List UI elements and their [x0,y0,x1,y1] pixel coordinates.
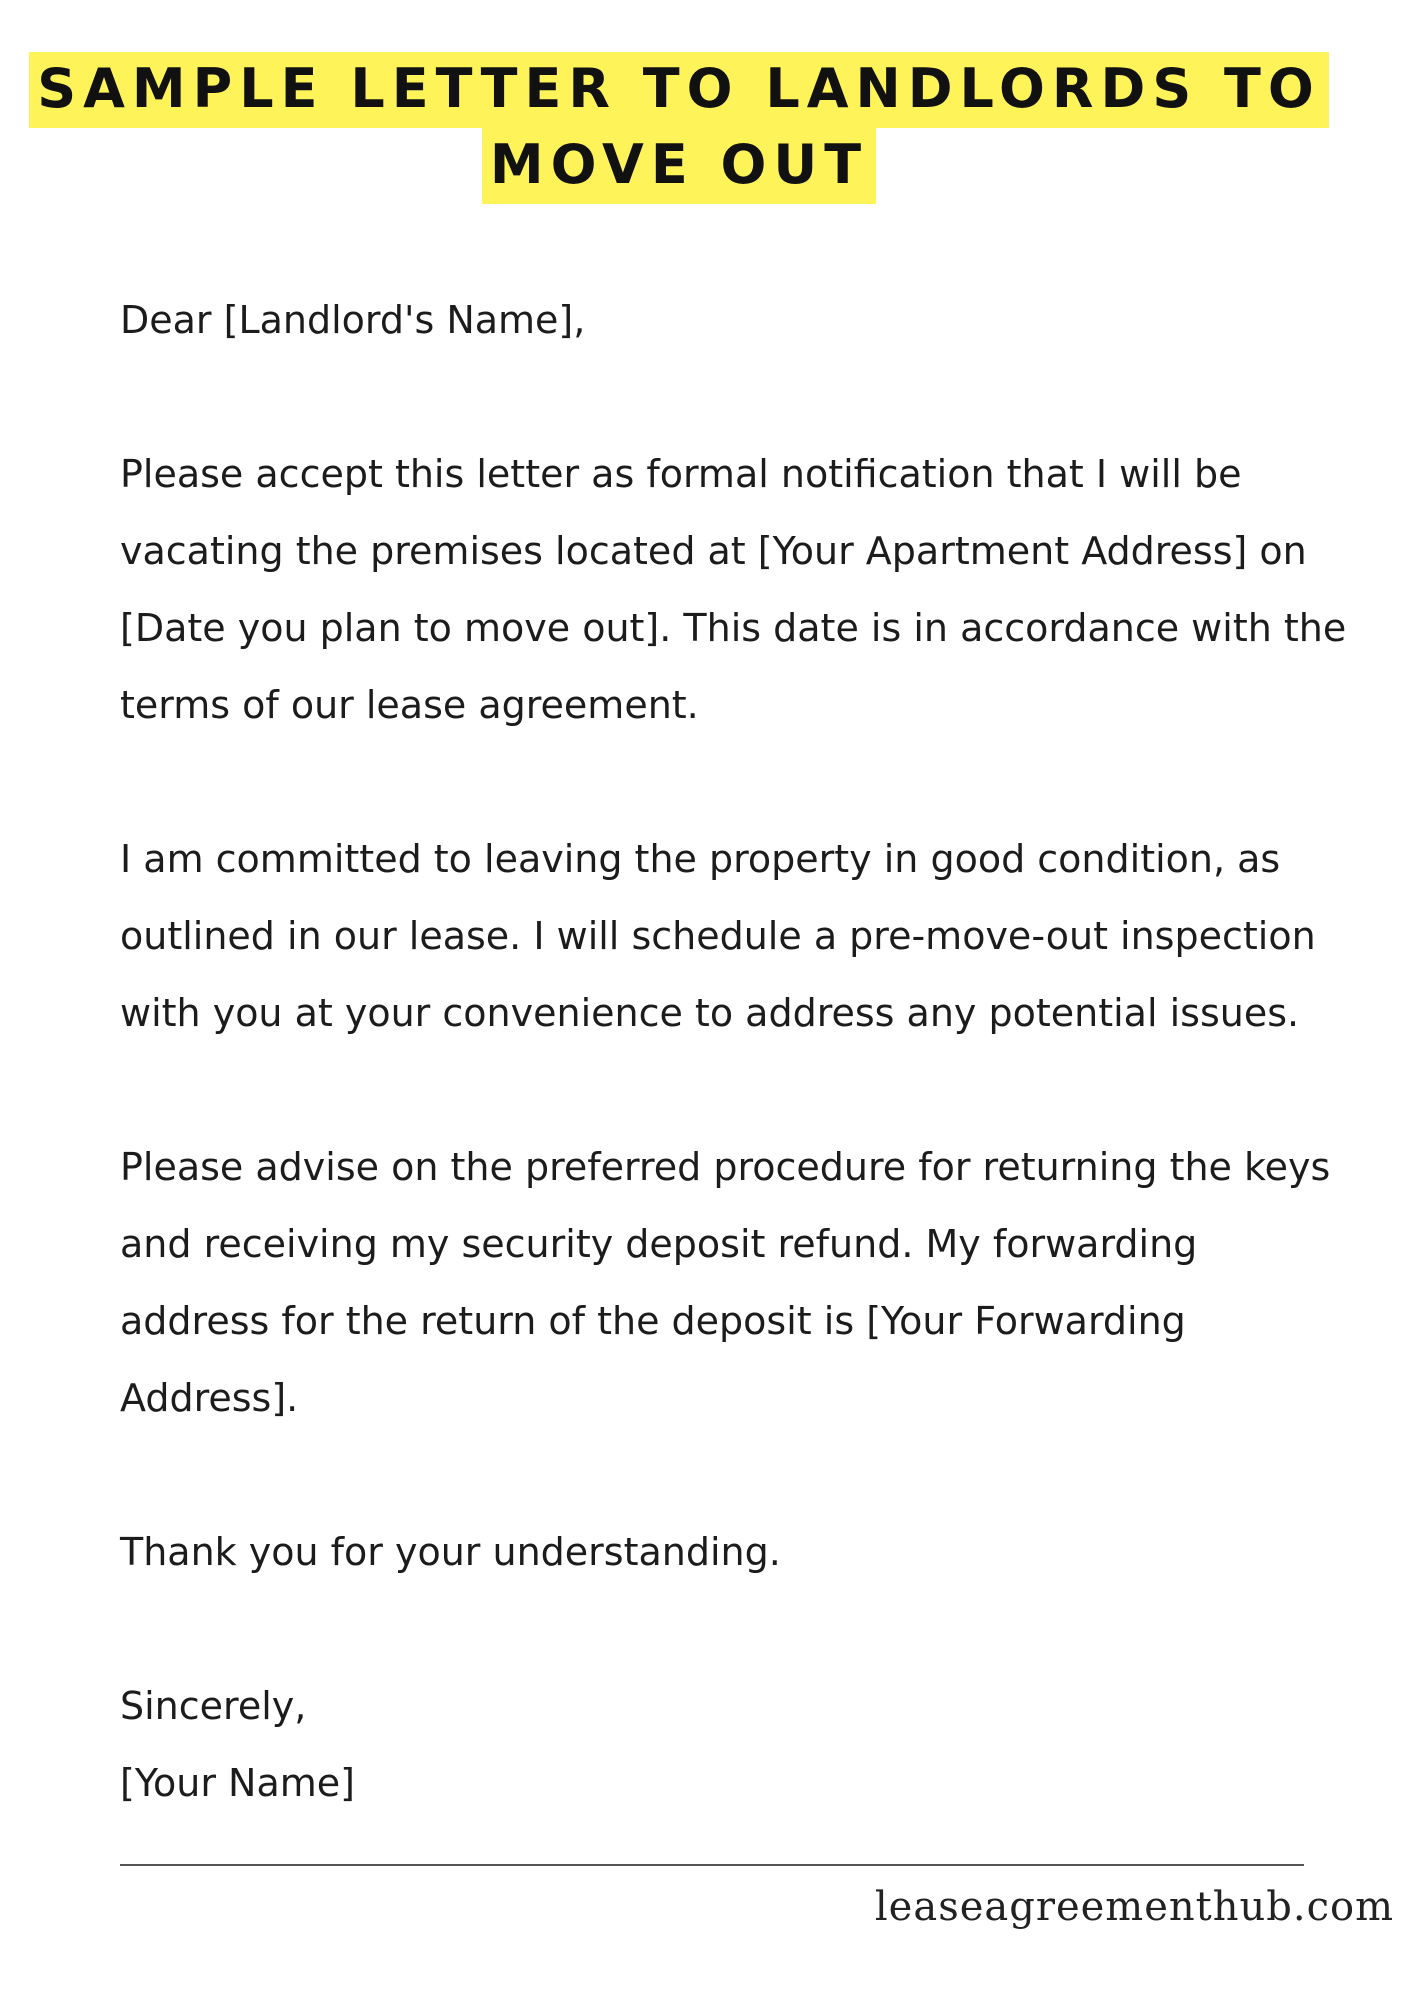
letter-thanks: Thank you for your understanding. [120,1530,781,1574]
signature-line [120,1864,1304,1866]
letter-greeting: Dear [Landlord's Name], [120,298,586,342]
page-title [0,52,1358,204]
letter-paragraph-2: I am committed to leaving the property in good condition, as outlined in our lease. I will schedule a pre-move-out inspection with you at your convenience to address any potential issues. [120,837,1316,1035]
website-watermark: leaseagreementhub.com [874,1884,1394,1930]
letter-closing: Sincerely, [120,1684,307,1728]
letter-signature: [Your Name] [120,1761,355,1805]
letter-paragraph-3: Please advise on the preferred procedure for returning the keys and receiving my security deposit refund. My forwarding address for the return of the deposit is [Your Forwarding Address]. [120,1145,1331,1420]
title-line-1: SAMPLE LETTER TO LANDLORDS TO [29,52,1329,128]
letter-paragraph-1: Please accept this letter as formal notification that I will be vacating the premises located at [Your Apartment Address] on [Date you plan to move out]. This date is in accordance with the terms of our lease agreement. [120,452,1347,727]
letter-body [120,282,1350,1822]
title-line-2: MOVE OUT [482,128,876,204]
